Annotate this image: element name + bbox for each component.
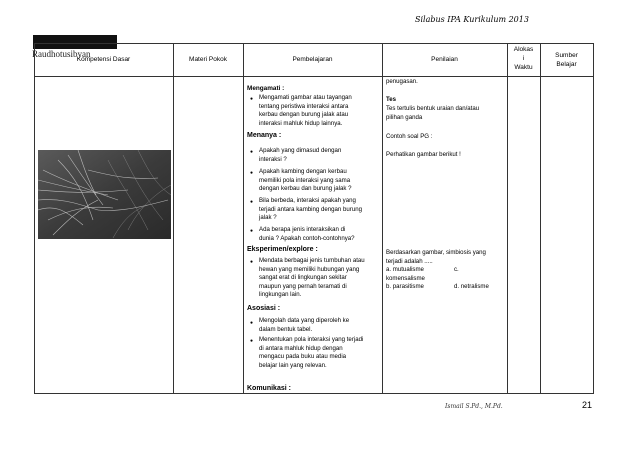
soal-question: Berdasarkan gambar, simbiosis yang terjadi adalah ..... <box>386 249 486 265</box>
perhatikan-gambar: Perhatikan gambar berikut ! <box>386 151 461 158</box>
tes-description: Tes tertulis bentuk uraian dan/atau pilihan ganda <box>386 105 480 121</box>
col-border-2 <box>243 43 244 393</box>
menanya-item-3: Bila berbeda, interaksi apakah yang terjadi antara kambing dengan burung jalak ? <box>259 197 362 222</box>
page-number: 21 <box>582 400 593 410</box>
option-c: c. <box>454 266 459 273</box>
bullet: ● <box>250 149 254 155</box>
bullet: ● <box>250 338 254 344</box>
menanya-item-4: Ada berapa jenis interaksikan di dunia ? Apakah contoh-contohnya? <box>259 226 355 242</box>
header-materi: Materi Pokok <box>189 56 227 63</box>
contoh-soal: Contoh soal PG : <box>386 133 433 140</box>
bullet: ● <box>250 259 254 265</box>
penugasan-text: penugasan. <box>386 78 418 85</box>
col-border-4 <box>507 43 508 393</box>
bullet: ● <box>250 170 254 176</box>
asosiasi-title: Asosiasi : <box>247 305 281 312</box>
option-a: a. mutualisme <box>386 266 424 273</box>
bullet: ● <box>250 228 254 234</box>
eksperimen-title: Eksperimen/explore : <box>247 246 318 253</box>
header-alokasi: Alokas i Waktu <box>513 46 534 71</box>
soal-options <box>386 266 489 292</box>
col-border-1 <box>173 43 174 393</box>
col-border-3 <box>382 43 383 393</box>
col-border-5 <box>540 43 541 393</box>
option-c-text: komensalisme <box>386 274 425 282</box>
asosiasi-item-1: Mengolah data yang diperoleh ke dalam bentuk tabel. <box>259 317 350 333</box>
bullet: ● <box>250 199 254 205</box>
bullet: ● <box>250 96 254 102</box>
header-kompetensi: Kompetensi Dasar <box>76 56 131 63</box>
eksperimen-item-1: Mendata berbagai jenis tumbuhan atau hewan yang memiliki hubungan yang sangat erat di lingkungan sekitar maupun yang pernah teramati di lingkungan lain. <box>259 257 365 299</box>
header-row-divider <box>34 76 594 77</box>
author-signature: Ismail S.Pd., M.Pd. <box>445 403 503 410</box>
komunikasi-title: Komunikasi : <box>247 385 291 392</box>
hay-photo <box>38 150 171 239</box>
option-d: d. netralisme <box>454 283 489 291</box>
document-header-title: Silabus IPA Kurikulum 2013 <box>415 15 529 24</box>
mengamati-title: Mengamati : <box>247 85 285 92</box>
table-border-bottom <box>34 393 594 394</box>
header-pembelajaran: Pembelajaran <box>292 56 333 63</box>
col-border-6 <box>593 43 594 393</box>
option-b: b. parasitisme <box>386 283 424 291</box>
table-border-top <box>34 43 594 44</box>
header-penilaian: Penilaian <box>431 56 458 63</box>
hay-photo-image <box>38 150 171 239</box>
menanya-title: Menanya : <box>247 132 282 139</box>
author-overlay: Raudhotusibyan <box>32 49 91 59</box>
col-border-0 <box>34 43 35 393</box>
tes-title: Tes <box>386 96 397 103</box>
menanya-item-2: Apakah kambing dengan kerbau memiliki pola interaksi yang sama dengan kerbau dan burung jalak ? <box>259 168 352 193</box>
mengamati-item-1: Mengamati gambar atau tayangan tentang peristiwa interaksi antara kerbau dengan burung jalak atau interaksi mahluk hidup lainnya. <box>259 94 352 127</box>
asosiasi-item-2: Menentukan pola interaksi yang terjadi di antara mahluk hidup dengan mengacu pada buku atau media belajar lain yang relevan. <box>259 336 364 369</box>
bullet: ● <box>250 320 254 326</box>
header-sumber: Sumber Belajar <box>555 52 578 68</box>
menanya-item-1: Apakah yang dimasud dengan interaksi ? <box>259 147 342 163</box>
